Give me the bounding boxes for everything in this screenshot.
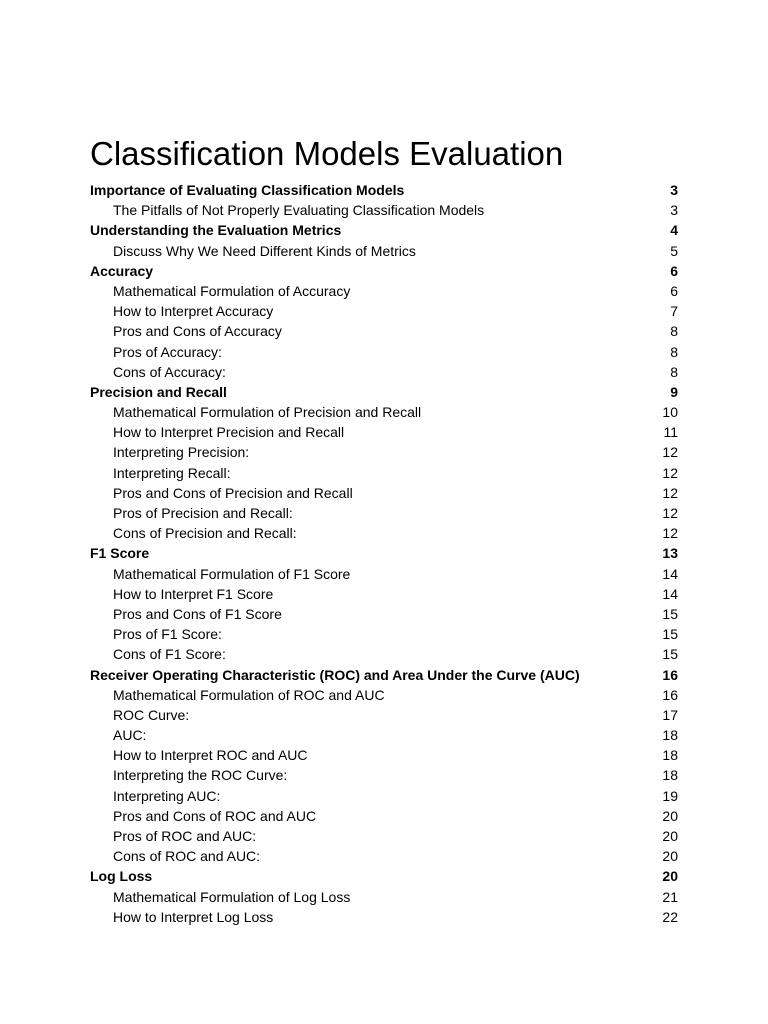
toc-entry-label: Interpreting Recall: — [113, 464, 231, 481]
toc-page-number: 12 — [662, 464, 678, 481]
toc-entry-label: F1 Score — [90, 545, 150, 562]
toc-subsection-entry[interactable] — [90, 644, 678, 664]
toc-entry-label: How to Interpret ROC and AUC — [113, 747, 308, 764]
toc-entry-label: Mathematical Formulation of Log Loss — [113, 888, 351, 905]
toc-entry-label: Accuracy — [90, 262, 154, 279]
toc-entry-label: Cons of Accuracy: — [113, 363, 226, 380]
toc-page-number: 22 — [662, 908, 678, 925]
toc-page-number: 10 — [662, 404, 678, 421]
toc-entry-label: How to Interpret Precision and Recall — [113, 424, 345, 441]
toc-page-number: 20 — [662, 848, 678, 865]
toc-subsection-entry[interactable] — [90, 422, 678, 442]
toc-subsection-entry[interactable] — [90, 503, 678, 523]
toc-entry-label: Interpreting Precision: — [113, 444, 250, 461]
toc-section-entry[interactable] — [90, 180, 678, 200]
toc-page-number: 20 — [662, 828, 678, 844]
toc-subsection-entry[interactable] — [90, 705, 678, 725]
toc-subsection-entry[interactable] — [90, 786, 678, 806]
toc-entry-label: Pros and Cons of Accuracy — [113, 323, 282, 340]
toc-section-entry[interactable] — [90, 543, 678, 563]
toc-page-number: 4 — [670, 222, 678, 239]
toc-subsection-entry[interactable] — [90, 321, 678, 341]
toc-page-number: 8 — [670, 323, 678, 340]
toc-page-number: 21 — [662, 888, 678, 905]
toc-page-number: 13 — [662, 545, 678, 562]
toc-entry-label: Mathematical Formulation of Precision and Recall — [113, 404, 422, 421]
toc-subsection-entry[interactable] — [90, 301, 678, 321]
toc-page-number: 16 — [662, 686, 678, 703]
table-of-contents — [90, 180, 678, 927]
toc-page-number: 18 — [662, 747, 678, 764]
toc-subsection-entry[interactable] — [90, 806, 678, 826]
toc-page-number: 3 — [670, 202, 678, 219]
toc-page-number: 18 — [662, 727, 678, 744]
toc-entry-label: How to Interpret Accuracy — [113, 303, 274, 320]
toc-page-number: 6 — [670, 282, 678, 299]
toc-page-number: 12 — [662, 444, 678, 461]
toc-entry-label: Pros and Cons of Precision and Recall — [113, 484, 353, 501]
toc-subsection-entry[interactable] — [90, 725, 678, 745]
toc-subsection-entry[interactable] — [90, 584, 678, 604]
toc-subsection-entry[interactable] — [90, 624, 678, 644]
toc-entry-label: Understanding the Evaluation Metrics — [90, 222, 342, 239]
toc-page-number: 8 — [670, 363, 678, 380]
toc-entry-label: Log Loss — [90, 868, 153, 885]
toc-page-number: 12 — [662, 525, 678, 542]
toc-entry-label: The Pitfalls of Not Properly Evaluating Classification Models — [113, 202, 485, 219]
toc-section-entry[interactable] — [90, 382, 678, 402]
toc-subsection-entry[interactable] — [90, 564, 678, 584]
toc-subsection-entry[interactable] — [90, 745, 678, 765]
toc-page-number: 18 — [662, 767, 678, 784]
toc-entry-label: Mathematical Formulation of ROC and AUC — [113, 686, 385, 703]
toc-page-number: 15 — [662, 646, 678, 663]
toc-page-number: 19 — [662, 787, 678, 804]
toc-page-number: 8 — [670, 343, 678, 360]
toc-entry-label: How to Interpret F1 Score — [113, 585, 274, 602]
toc-subsection-entry[interactable] — [90, 342, 678, 362]
toc-subsection-entry[interactable] — [90, 523, 678, 543]
toc-page-number: 12 — [662, 505, 678, 521]
toc-entry-label: Precision and Recall — [90, 383, 227, 400]
toc-entry-label: Cons of F1 Score: — [113, 646, 226, 663]
toc-page-number: 20 — [662, 807, 678, 824]
toc-section-entry[interactable] — [90, 220, 678, 240]
toc-page-number: 6 — [670, 262, 678, 279]
page-title: Classification Models Evaluation — [90, 135, 564, 172]
toc-entry-label: Mathematical Formulation of F1 Score — [113, 565, 351, 582]
toc-entry-label: Interpreting AUC: — [113, 787, 221, 804]
toc-entry-label: How to Interpret Log Loss — [113, 908, 274, 925]
toc-subsection-entry[interactable] — [90, 846, 678, 866]
toc-page-number: 15 — [662, 626, 678, 643]
toc-entry-label: Interpreting the ROC Curve: — [113, 767, 288, 784]
toc-entry-label: Receiver Operating Characteristic (ROC) and Area Under the Curve (AUC) — [90, 666, 580, 683]
toc-entry-label: Importance of Evaluating Classification Models — [90, 182, 405, 198]
toc-entry-label: ROC Curve: — [113, 706, 190, 723]
toc-entry-label: Pros of ROC and AUC: — [113, 828, 257, 844]
toc-subsection-entry[interactable] — [90, 362, 678, 382]
toc-entry-label: Mathematical Formulation of Accuracy — [113, 282, 351, 299]
toc-entry-label: Pros and Cons of ROC and AUC — [113, 807, 317, 824]
toc-page-number: 14 — [662, 565, 678, 582]
toc-section-entry[interactable] — [90, 665, 678, 685]
toc-subsection-entry[interactable] — [90, 887, 678, 907]
toc-page-number: 14 — [662, 585, 678, 602]
toc-page-number: 7 — [670, 303, 678, 320]
toc-subsection-entry[interactable] — [90, 907, 678, 927]
toc-subsection-entry[interactable] — [90, 483, 678, 503]
toc-entry-label: AUC: — [113, 727, 147, 744]
toc-section-entry[interactable] — [90, 866, 678, 886]
toc-subsection-entry[interactable] — [90, 281, 678, 301]
toc-entry-label: Pros of Accuracy: — [113, 343, 222, 360]
toc-page-number: 5 — [670, 242, 678, 259]
toc-page-number: 3 — [670, 182, 678, 198]
toc-subsection-entry[interactable] — [90, 765, 678, 785]
toc-subsection-entry[interactable] — [90, 200, 678, 220]
toc-subsection-entry[interactable] — [90, 442, 678, 462]
toc-entry-label: Discuss Why We Need Different Kinds of Metrics — [113, 242, 416, 259]
toc-page-number: 12 — [662, 484, 678, 501]
toc-section-entry[interactable] — [90, 261, 678, 281]
toc-page-number: 16 — [662, 666, 678, 683]
toc-entry-label: Cons of Precision and Recall: — [113, 525, 297, 542]
toc-page-number: 15 — [662, 605, 678, 622]
toc-subsection-entry[interactable] — [90, 826, 678, 846]
toc-subsection-entry[interactable] — [90, 463, 678, 483]
toc-subsection-entry[interactable] — [90, 685, 678, 705]
toc-entry-label: Pros and Cons of F1 Score — [113, 605, 282, 622]
toc-entry-label: Pros of F1 Score: — [113, 626, 222, 643]
toc-subsection-entry[interactable] — [90, 241, 678, 261]
toc-page-number: 11 — [663, 424, 678, 441]
toc-page-number: 9 — [670, 383, 678, 400]
toc-subsection-entry[interactable] — [90, 604, 678, 624]
toc-entry-label: Pros of Precision and Recall: — [113, 505, 293, 521]
toc-subsection-entry[interactable] — [90, 402, 678, 422]
toc-page-number: 17 — [662, 706, 678, 723]
toc-entry-label: Cons of ROC and AUC: — [113, 848, 261, 865]
toc-page-number: 20 — [662, 868, 678, 885]
